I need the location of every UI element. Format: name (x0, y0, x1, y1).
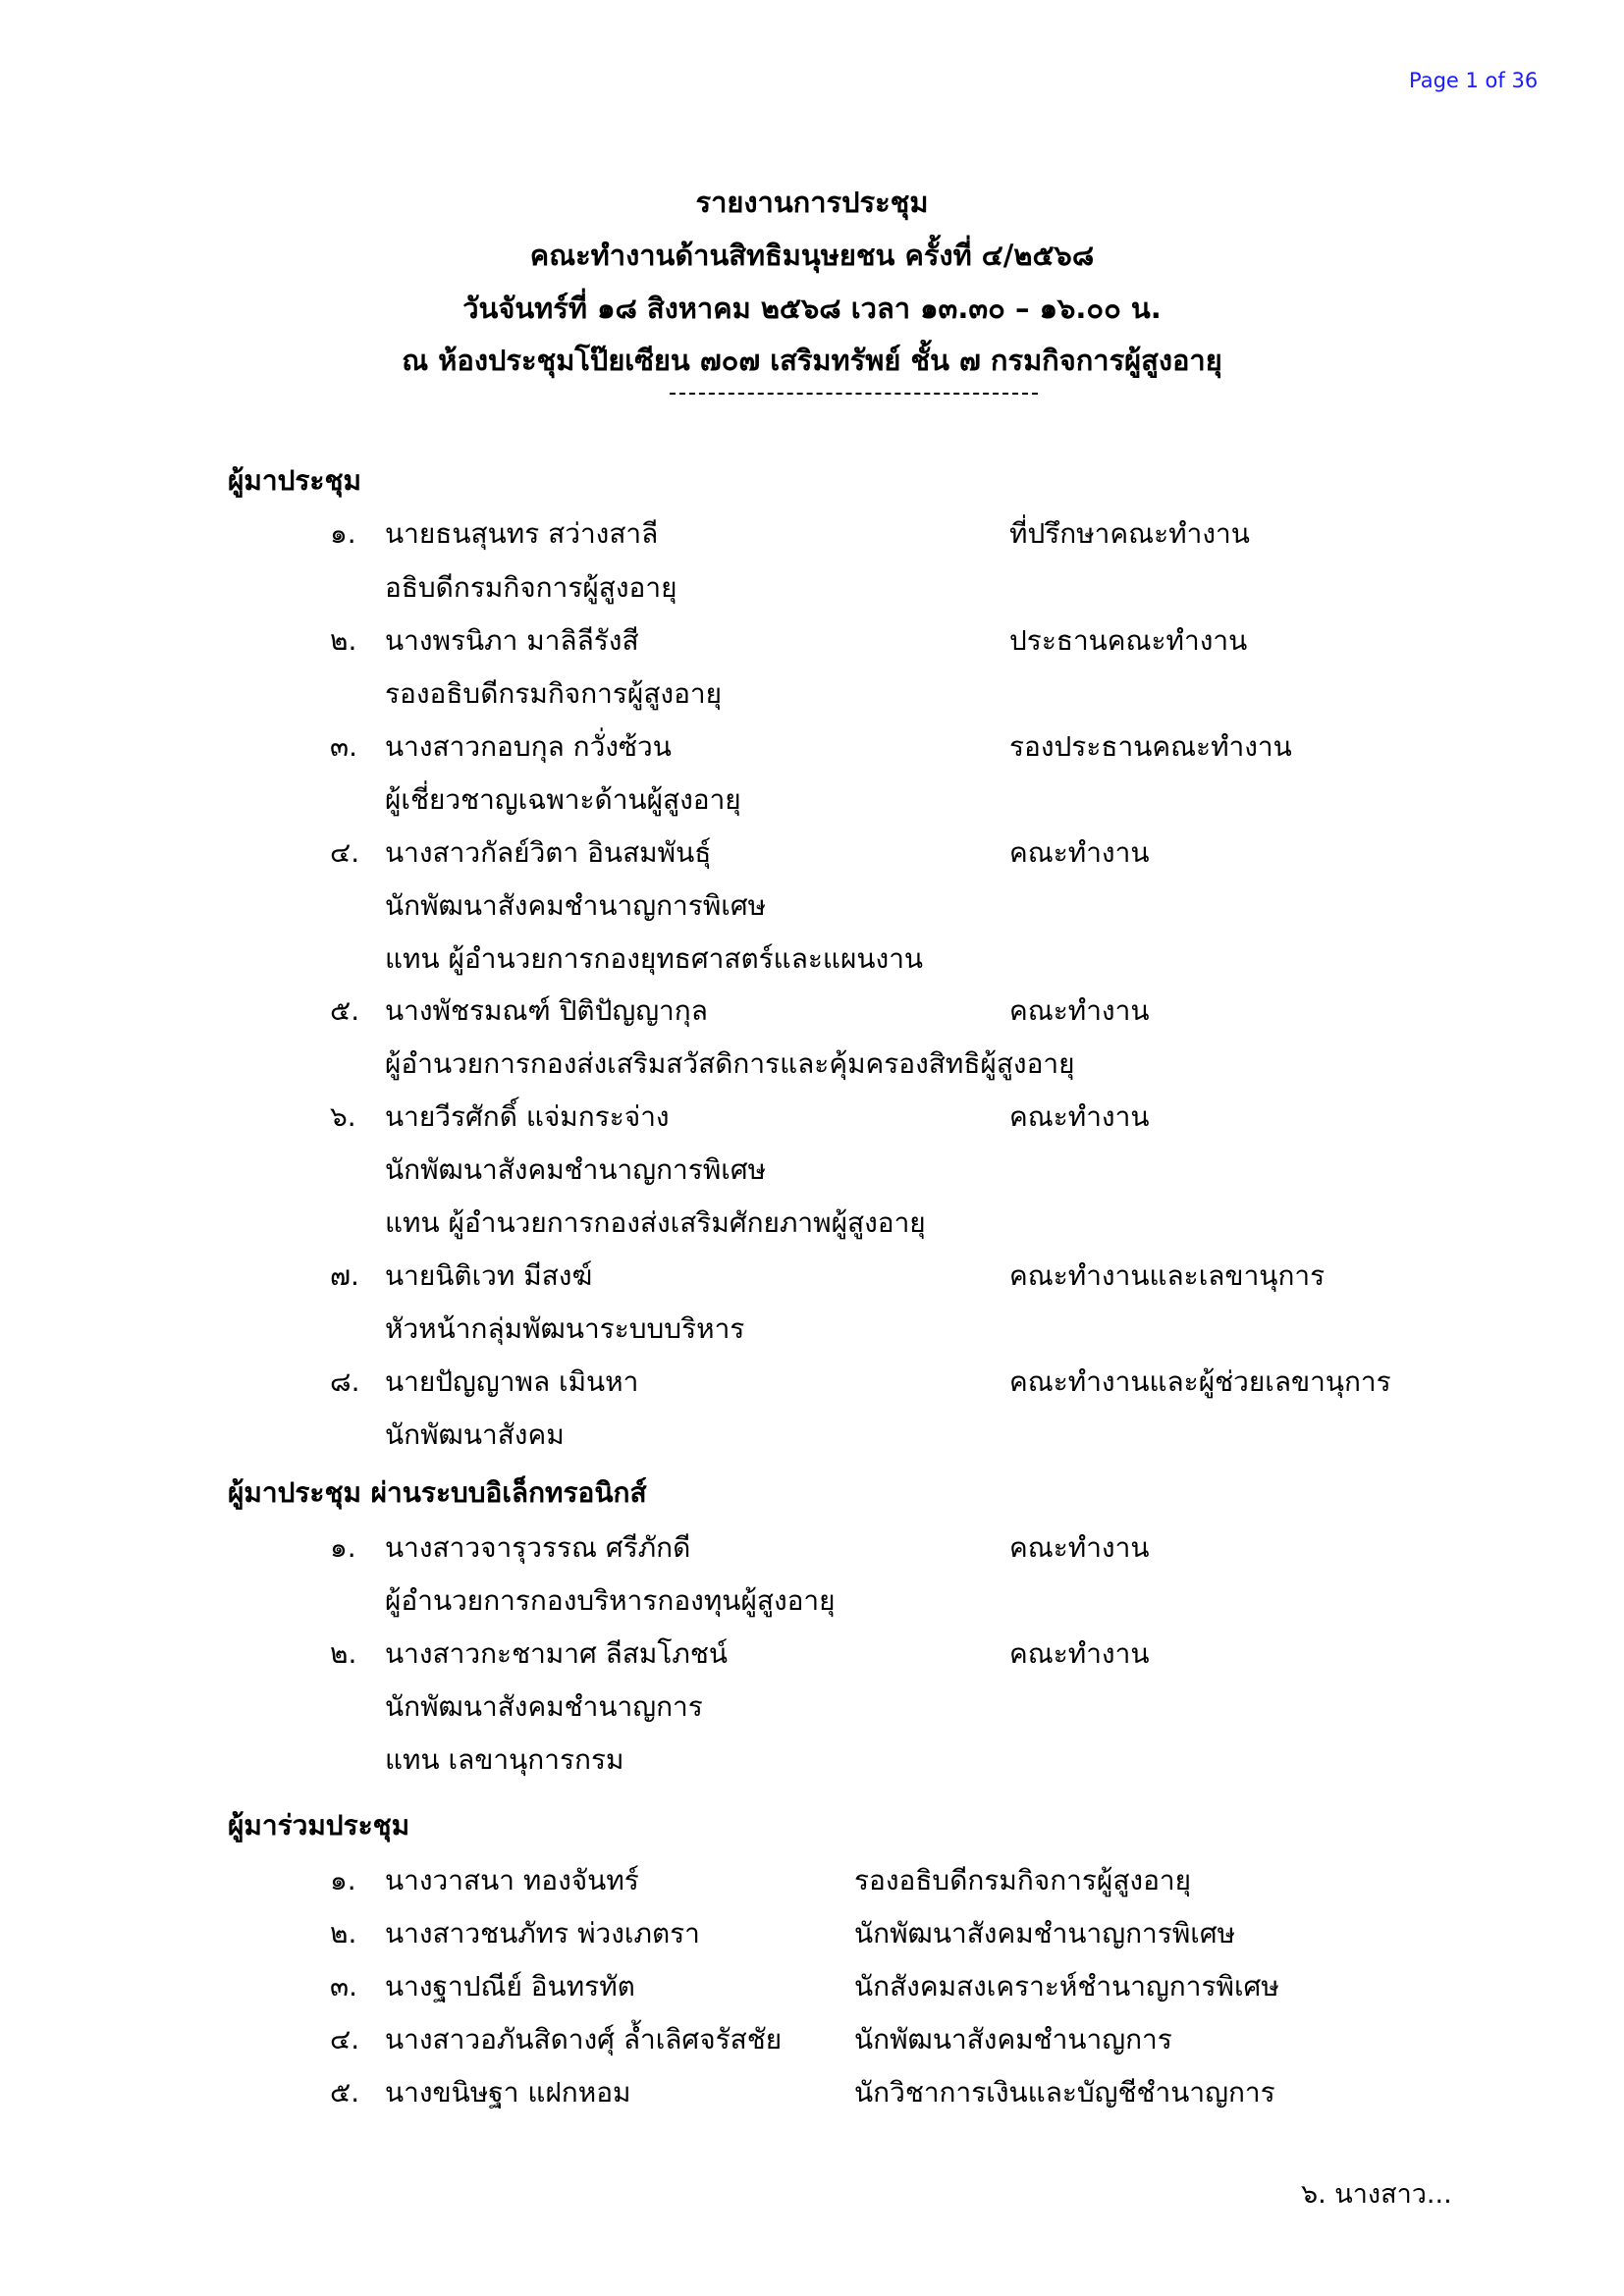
attendee-position: รองอธิบดีกรมกิจการผู้สูงอายุ (385, 677, 723, 710)
continuation-marker: ๖. นางสาว... (1301, 2179, 1452, 2210)
report-title: รายงานการประชุม (695, 186, 929, 219)
item-number: ๒. (330, 1917, 357, 1949)
attendee-position: หัวหน้ากลุ่มพัฒนาระบบบริหาร (385, 1312, 745, 1345)
item-number: ๖. (330, 1100, 356, 1133)
attendee-role: คณะทำงาน (1009, 1637, 1150, 1670)
item-number: ๔. (330, 836, 360, 869)
attendee-role: ประธานคณะทำงาน (1009, 624, 1248, 657)
item-number: ๗. (330, 1259, 359, 1292)
participant-name: นางสาวชนภัทร พ่วงเภตรา (385, 1917, 700, 1949)
attendee-position: แทน ผู้อำนวยการกองส่งเสริมศักยภาพผู้สูงอายุ (385, 1206, 926, 1239)
section-heading-attendees: ผู้มาประชุม (228, 464, 361, 497)
participant-role: นักพัฒนาสังคมชำนาญการพิเศษ (854, 1917, 1236, 1949)
attendee-position: ผู้อำนวยการกองบริหารกองทุนผู้สูงอายุ (385, 1584, 836, 1617)
attendee-name: นางพรนิภา มาลิลีรังสี (385, 624, 639, 657)
attendee-position: นักพัฒนาสังคมชำนาญการ (385, 1690, 703, 1723)
attendee-name: นายธนสุนทร สว่างสาลี (385, 517, 659, 550)
attendee-name: นางสาวจารุวรรณ ศรีภักดี (385, 1531, 691, 1564)
participant-name: นางสาวอภันสิดางศุ์ ล้ำเลิศจรัสชัย (385, 2023, 783, 2056)
item-number: ๔. (330, 2023, 360, 2056)
participant-name: นางวาสนา ทองจันทร์ (385, 1864, 639, 1896)
meeting-datetime: วันจันทร์ที่ ๑๘ สิงหาคม ๒๕๖๘ เวลา ๑๓.๓๐ – ๑๖.๐๐ น. (462, 292, 1162, 325)
attendee-name: นางสาวกอบกุล กวั่งซ้วน (385, 730, 672, 763)
attendee-role: รองประธานคณะทำงาน (1009, 730, 1292, 763)
attendee-position: แทน เลขานุการกรม (385, 1743, 624, 1776)
participant-role: นักพัฒนาสังคมชำนาญการ (854, 2023, 1172, 2056)
attendee-role: ที่ปรึกษาคณะทำงาน (1009, 517, 1250, 550)
attendee-name: นางสาวกัลย์วิตา อินสมพันธุ์ (385, 836, 712, 869)
item-number: ๑. (330, 1864, 356, 1896)
item-number: ๓. (330, 730, 358, 763)
attendee-position: นักพัฒนาสังคม (385, 1418, 565, 1451)
page-indicator: Page 1 of 36 (1409, 69, 1539, 92)
attendee-role: คณะทำงาน (1009, 836, 1150, 869)
section-heading-participants: ผู้มาร่วมประชุม (228, 1809, 410, 1842)
attendee-position: ผู้เชี่ยวชาญเฉพาะด้านผู้สูงอายุ (385, 783, 741, 816)
participant-name: นางฐาปณีย์ อินทรทัต (385, 1970, 635, 2002)
attendee-name: นายปัญญาพล เมินหา (385, 1365, 639, 1398)
participant-role: รองอธิบดีกรมกิจการผู้สูงอายุ (854, 1864, 1192, 1896)
attendee-name: นางพัชรมณฑ์ ปิติปัญญากุล (385, 994, 708, 1027)
attendee-role: คณะทำงาน (1009, 994, 1150, 1027)
attendee-name: นายนิติเวท มีสงฆ์ (385, 1259, 593, 1292)
meeting-location: ณ ห้องประชุมโป๊ยเซียน ๗๐๗ เสริมทรัพย์ ชั้น ๗ กรมกิจการผู้สูงอายุ (402, 344, 1222, 377)
item-number: ๓. (330, 1970, 358, 2002)
attendee-position: แทน ผู้อำนวยการกองยุทธศาสตร์และแผนงาน (385, 942, 924, 975)
participant-role: นักสังคมสงเคราะห์ชำนาญการพิเศษ (854, 1970, 1279, 2002)
header-divider (670, 393, 1038, 395)
participant-name: นางขนิษฐา แฝกหอม (385, 2076, 631, 2109)
item-number: ๒. (330, 624, 357, 657)
attendee-position: นักพัฒนาสังคมชำนาญการพิเศษ (385, 1153, 767, 1186)
attendee-role: คณะทำงานและเลขานุการ (1009, 1259, 1326, 1292)
attendee-position: อธิบดีกรมกิจการผู้สูงอายุ (385, 571, 677, 604)
attendee-position: ผู้อำนวยการกองส่งเสริมสวัสดิการและคุ้มครองสิทธิผู้สูงอายุ (385, 1047, 1075, 1080)
item-number: ๘. (330, 1365, 360, 1398)
attendee-role: คณะทำงาน (1009, 1100, 1150, 1133)
attendee-name: นางสาวกะชามาศ ลีสมโภชน์ (385, 1637, 728, 1670)
attendee-role: คณะทำงาน (1009, 1531, 1150, 1564)
item-number: ๑. (330, 517, 356, 550)
item-number: ๑. (330, 1531, 356, 1564)
section-heading-online-attendees: ผู้มาประชุม ผ่านระบบอิเล็กทรอนิกส์ (228, 1476, 647, 1509)
item-number: ๕. (330, 2076, 360, 2109)
item-number: ๕. (330, 994, 360, 1027)
attendee-name: นายวีรศักดิ์ แจ่มกระจ่าง (385, 1100, 670, 1133)
attendee-position: นักพัฒนาสังคมชำนาญการพิเศษ (385, 889, 767, 922)
participant-role: นักวิชาการเงินและบัญชีชำนาญการ (854, 2076, 1275, 2109)
committee-title: คณะทำงานด้านสิทธิมนุษยชน ครั้งที่ ๔/๒๕๖๘ (529, 239, 1095, 272)
item-number: ๒. (330, 1637, 357, 1670)
attendee-role: คณะทำงานและผู้ช่วยเลขานุการ (1009, 1365, 1391, 1398)
